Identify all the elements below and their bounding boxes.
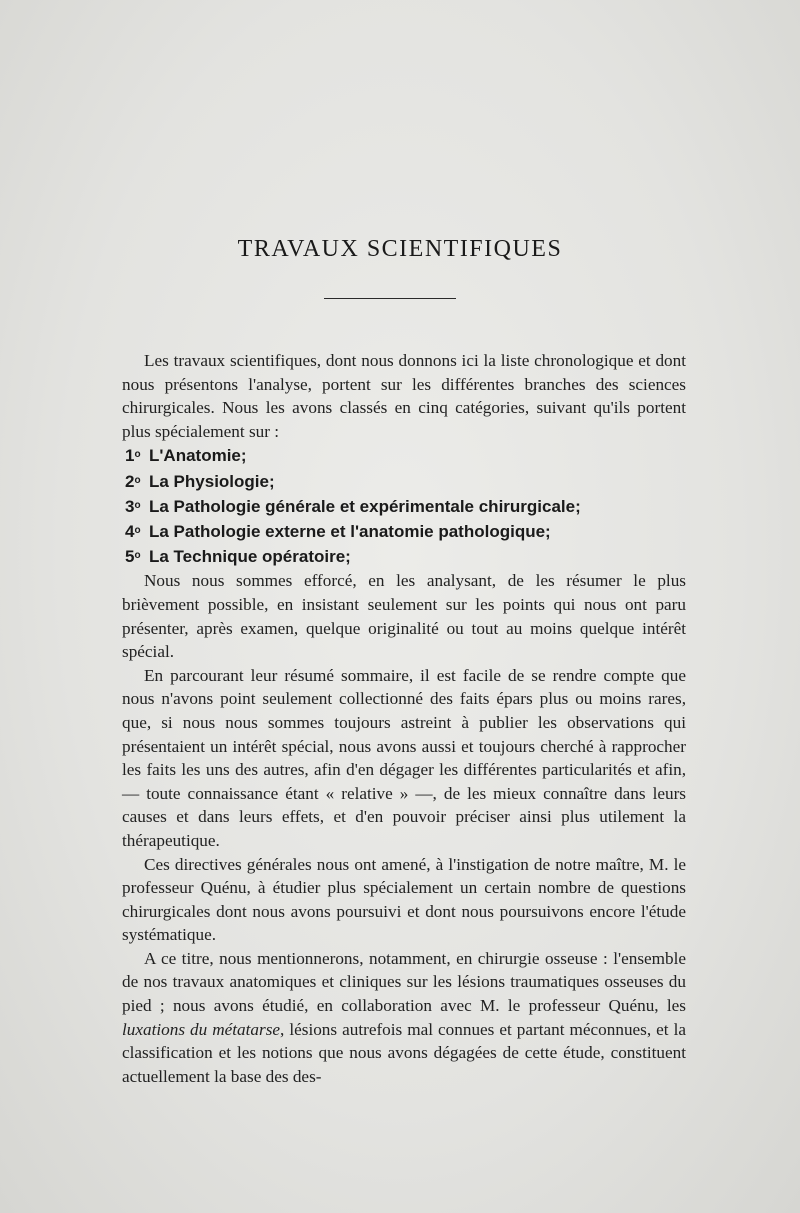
list-item: 5$^o$ La Technique opératoire; — [125, 547, 351, 567]
italic-term: luxations du métatarse — [122, 1019, 281, 1039]
title-rule — [324, 298, 456, 299]
paragraph-approach: En parcourant leur résumé sommaire, il est facile de se rendre compte que nous n'avons point seulement collectionné des faits épars plus ou moins rares, que, si nous nous sommes toujours astreint à publier les observations qui présentaient un intérêt spécial, nous avons aussi et toujours cherché à rapprocher les faits les uns des autres, afin d'en dégager les différentes particularités et afin, — toute connaissance étant « relative » —, de les mieux connaître dans leurs causes et dans leurs effets, et d'en pouvoir préciser ainsi plus utilement la thérapeutique. — [122, 665, 686, 850]
document-body — [122, 349, 686, 1088]
paragraph-summary-method: Nous nous sommes efforcé, en les analysant, de les résumer le plus brièvement possible, en insistant seulement sur les points qui nous ont paru présenter, après examen, quelque originalité ou tout au moins quelque intérêt spécial. — [122, 571, 686, 662]
paragraph-directives: Ces directives générales nous ont amené, à l'instigation de notre maître, M. le professeur Quénu, à étudier plus spécialement un certain nombre de questions chirurgicales dont nous avons poursuivi et dont nous poursuivons encore l'étude systématique. — [122, 854, 686, 945]
paragraph-osseous-surgery: A ce titre, nous mentionnerons, notamment, en chirurgie osseuse : l'ensemble de nos travaux anatomiques et cliniques sur les lésions traumatiques osseuses du pied ; nous avons étudié, en collaboration avec M. le professeur Quénu, les luxations du métatarse, lésions autrefois mal connues et partant méconnues, et la classification et les notions que nous avons dégagées de cette étude, constituent actuellement la base des des- — [122, 948, 686, 1086]
list-item: 2$^o$ La Physiologie; — [125, 471, 275, 491]
list-item: 4$^o$ La Pathologie externe et l'anatomie pathologique; — [125, 521, 551, 541]
page-title: TRAVAUX SCIENTIFIQUES — [237, 236, 563, 262]
intro-paragraph: Les travaux scientifiques, dont nous donnons ici la liste chronologique et dont nous présentons l'analyse, portent sur les différentes branches des sciences chirurgicales. Nous les avons classés en cinq catégories, suivant qu'ils portent plus spécialement sur : — [122, 351, 686, 441]
list-item: 1$^o$ L'Anatomie; — [125, 446, 247, 466]
list-item: 3$^o$ La Pathologie générale et expérimentale chirurgicale; — [125, 496, 581, 516]
category-list — [122, 443, 686, 569]
